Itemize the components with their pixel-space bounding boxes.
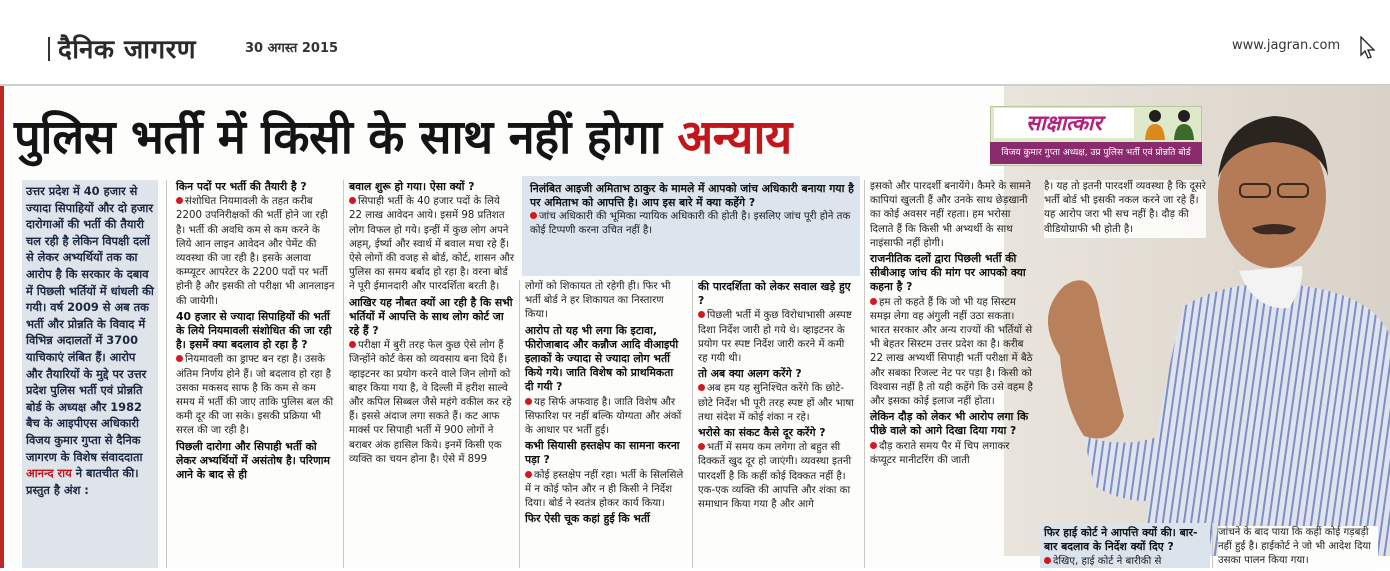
- question: फिर हाई कोर्ट ने आपत्ति क्यों की। बार-बार बदलाव के निर्देश क्यों दिए ?: [1044, 526, 1198, 554]
- question: 40 हजार से ज्यादा सिपाहियों की भर्ती के लिये नियमावली संशोधित की जा रही है। इसमें क्या बदलाव हो रहा है ?: [176, 309, 332, 352]
- column-2: [349, 180, 515, 468]
- publication-date: 30 अगस्त 2015: [245, 41, 339, 56]
- column-6-top: [1044, 180, 1206, 238]
- answer: [1044, 555, 1210, 569]
- column-separator: [864, 180, 865, 568]
- bullet-icon: [349, 341, 356, 348]
- highlight-box: [522, 176, 860, 276]
- question: बवाल शुरू हो गया। ऐसा क्यों ?: [349, 180, 475, 193]
- headline: [14, 103, 792, 167]
- bullet-icon: [176, 197, 183, 204]
- bullet-icon: [870, 442, 877, 449]
- answer: [698, 382, 856, 425]
- answer-text: पिछली भर्ती में कुछ विरोधाभासी अस्पष्ट दिशा निर्देश जारी हो गये थे। व्हाइटनर के प्रयोग पर स्पष्ट निर्देश जारी करने में कमी रह गयी थी।: [698, 310, 852, 365]
- masthead-divider: [48, 37, 50, 61]
- answer: [525, 469, 685, 512]
- question: आरोप तो यह भी लगा कि इटावा, फीरोजाबाद और कन्नौज आदि वीआइपी इलाकों के ज्यादा से ज्यादा लोग भर्ती किये गये। जाति विशेष को प्राथमिकता दी गयी ?: [525, 323, 679, 394]
- answer: [530, 210, 856, 238]
- column-4: [698, 280, 856, 513]
- answer: [870, 296, 1036, 410]
- masthead: [48, 30, 196, 66]
- top-bar: [0, 0, 1390, 88]
- answer: [698, 441, 856, 512]
- bullet-icon: [349, 197, 356, 204]
- answer-text: संशोधित नियमावली के तहत करीब 2200 उपनिरीक्षकों की भर्ती होने जा रही है। भर्ती की अवधि कम से कम करने के लिये आन लाइन आवेदन और पेमेंट की व्यवस्था की जा रही है। इसके अलावा कम्प्यूटर आपरेटर के 2200 पदों पर भर्ती होनी है और इसकी तो परीक्षा भी आनलाइन की जायेगी।: [176, 196, 335, 307]
- headline-accent: अन्याय: [677, 110, 792, 165]
- question: आखिर यह नौबत क्यों आ रही है कि सभी भर्तियों में आपत्ति के साथ लोग कोर्ट जा रहे हैं ?: [349, 295, 513, 338]
- intro-body: उत्तर प्रदेश में 40 हजार से ज्यादा सिपाहियों और दो हजार दारोगाओं की भर्ती की तैयारी चल रही है लेकिन विपक्षी दलों से लेकर अभ्यर्थियों तक का आरोप है कि सरकार के दबाव में पिछली भर्तियों में धांधली की गयी। वर्ष 2009 से अब तक भर्ती और प्रोन्नति के विवाद में विभिन्न अदालतों में 3700 याचिकाएं लंबित हैं। आरोप और तैयारियों के मुद्दे पर उत्तर प्रदेश पुलिस भर्ती एवं प्रोन्नति बोर्ड के अध्यक्ष और 1982 बैच के आइपीएस अधिकारी विजय कुमार गुप्ता से दैनिक जागरण के विशेष संवाददाता: [26, 184, 154, 464]
- answer-text: परीक्षा में बुरी तरह फेल कुछ ऐसे लोग हैं जिन्होंने कोर्ट केस को व्यवसाय बना दिये हैं। व्हाइटनर का प्रयोग करने वाले जिन लोगों को बाहर किया गया है, वे दिल्ली में हरीश साल्वे और कपिल सिब्बल जैसे महंगे वकील कर रहे हैं। इससे अंदाज लगा सकते हैं। कट आफ मार्क्स पर सिपाही भर्ती में 900 लोगों ने बराबर अंक हासिल किये। इनमें किसी एक व्यक्ति का चयन होना है। ऐसे में 899: [349, 340, 512, 465]
- answer-continued: है। यह तो इतनी पारदर्शी व्यवस्था है कि दूसरे भर्ती बोर्ड भी इसकी नकल करने जा रहे हैं। यह आरोप जरा भी सच नहीं है। दौड़ की वीडियोग्राफी भी होती है।: [1044, 181, 1206, 235]
- column-separator: [519, 280, 520, 568]
- answer-text: कोई हस्तक्षेप नहीं रहा। भर्ती के सिलसिले में न कोई फोन और न ही किसी ने निर्देश दिया। बोर्ड ने स्वतंत्र होकर कार्य किया।: [525, 469, 684, 510]
- answer: [349, 339, 515, 467]
- bullet-icon: [698, 443, 705, 450]
- answer-text: भर्ती में समय कम लगेगा तो बहुत सी दिक्कतें खुद दूर हो जाएंगी। व्यवस्था इतनी पारदर्शी है कि कहीं कोई दिक्कत नहीं है। एक-एक व्यक्ति की आपत्ति और शंका का समाधान किया गया है और आगे: [698, 442, 852, 511]
- answer-text: सिपाही भर्ती के 40 हजार पदों के लिये 22 लाख आवेदन आये। इसमें 98 प्रतिशत लोग विफल हो गये। इन्हीं में कुछ लोग अपने अहम्, ईर्ष्या और स्वार्थ में बवाल मचा रहे हैं। ऐसे लोगों की वजह से बोर्ड, कोर्ट, शासन और पुलिस का समय बर्बाद हो रहा है। वरना बोर्ड ने पूरी ईमानदारी और पारदर्शिता बरती है।: [349, 196, 515, 293]
- column-6-bottom: [1044, 526, 1210, 571]
- column-5: [870, 180, 1036, 469]
- column-separator: [166, 180, 167, 568]
- bullet-icon: [525, 471, 532, 478]
- answer-continued: लोगों को शिकायत तो रहेगी ही। फिर भी भर्ती बोर्ड ने हर शिकायत का निस्तारण किया।: [525, 281, 671, 321]
- answer: [176, 195, 336, 309]
- answer: [176, 353, 336, 438]
- bullet-icon: [870, 298, 877, 305]
- bullet-icon: [525, 398, 532, 405]
- bullet-icon: [698, 384, 705, 391]
- answer-text: यह सिर्फ अफवाह है। जाति विशेष और सिफारिश पर नहीं बल्कि योग्यता और अंकों के आधार पर भर्ती हुई।: [525, 396, 682, 437]
- answer-text: अब हम यह सुनिश्चित करेंगे कि छोटे-छोटे निर्देश भी पूरी तरह स्पष्ट हों और भाषा तथा संदेश में कोई शंका न रहे।: [698, 383, 854, 423]
- answer-text: नियमावली का ड्राफ्ट बन रहा है। उसके अंतिम निर्णय होने हैं। जो बदलाव हो रहा है उसका मकसद साफ है कि कम से कम समय में भर्ती की जाए ताकि पुलिस बल की कमी दूर की जा सके। इसकी प्रक्रिया भी सरल की जा रही है।: [176, 354, 334, 437]
- reporter-name: आनन्द राय: [26, 466, 72, 481]
- column-3: [525, 280, 685, 527]
- headline-main: पुलिस भर्ती में किसी के साथ नहीं होगा: [14, 110, 662, 165]
- answer-text: दौड़ कराते समय पैर में चिप लगाकर कंप्यूटर मानीटरिंग की जाती: [870, 440, 1010, 466]
- column-separator: [1212, 523, 1213, 568]
- highlight-content: [530, 182, 856, 238]
- intro-text: [22, 180, 158, 501]
- question: तो अब क्या अलग करेंगे ?: [698, 367, 802, 381]
- column-separator: [692, 280, 693, 568]
- answer-continued: इसको और पारदर्शी बनायेंगे। कैमरे के सामने कापियां खुलती हैं और उनके साथ छेड़खानी का कोई अवसर नहीं रहता। हम भरोसा दिलाते हैं कि किसी भी अभ्यर्थी के साथ नाइंसाफी नहीं होगी।: [870, 181, 1031, 249]
- answer-text: हम तो कहते हैं कि जो भी यह सिस्टम समझ लेगा वह अंगुली नहीं उठा सकता। भारत सरकार और अन्य राज्यों की भर्तियों से भी बेहतर सिस्टम उत्तर प्रदेश का है। करीब 22 लाख अभ्यर्थी सिपाही भर्ती परीक्षा में बैठे और सबका रिजल्ट नेट पर पड़ा है। किसी को विश्वास नहीं है तो यही कहेंगे कि उसे वहम है और इसका कोई इलाज नहीं होता।: [870, 296, 1033, 408]
- interviewee-caption: विजय कुमार गुप्ता अध्यक्ष, उप्र पुलिस भर्ती एवं प्रोन्नति बोर्ड: [990, 142, 1202, 164]
- question: लेकिन दौड़ को लेकर भी आरोप लगा कि पीछे वाले को आगे दिखा दिया गया ?: [870, 410, 1029, 438]
- question: राजनीतिक दलों द्वारा पिछली भर्ती की सीबीआइ जांच की मांग पर आपको क्या कहना है ?: [870, 252, 1026, 294]
- question: फिर ऐसी चूक कहां हुई कि भर्ती: [525, 512, 650, 526]
- mouse-cursor-icon: [1360, 36, 1376, 60]
- question: किन पदों पर भर्ती की तैयारी है ?: [176, 180, 307, 193]
- answer-continued: जांचने के बाद पाया कि कहीं कोई गड़बड़ी नहीं हुई है। हाईकोर्ट ने जो भी आदेश दिया उसका पालन किया गया।: [1218, 527, 1371, 567]
- bullet-icon: [698, 311, 705, 318]
- question: निलंबित आइजी अमिताभ ठाकुर के मामले में आपको जांच अधिकारी बनाया गया है पर अमिताभ को आपत्ति है। आप इस बारे में क्या कहेंगे ?: [530, 182, 854, 209]
- question: कभी सियासी हस्तक्षेप का सामना करना पड़ा ?: [525, 439, 680, 467]
- question: भरोसे का संकट कैसे दूर करेंगे ?: [698, 426, 826, 440]
- clipping-border: [0, 86, 4, 568]
- column-1: [176, 180, 336, 483]
- bullet-icon: [1044, 557, 1051, 564]
- answer: [698, 309, 856, 366]
- masthead-title: दैनिक जागरण: [58, 35, 197, 65]
- column-7: [1218, 526, 1378, 570]
- website-link[interactable]: www.jagran.com: [1232, 38, 1341, 53]
- interview-people-icon: [1140, 104, 1200, 144]
- answer: [870, 440, 1036, 468]
- column-separator: [343, 180, 344, 568]
- answer: [349, 195, 515, 294]
- bullet-icon: [530, 212, 537, 219]
- question: पिछली दारोगा और सिपाही भर्ती को लेकर अभ्यर्थियों में असंतोष है। परिणाम आने के बाद से ही: [176, 439, 331, 482]
- answer: [525, 396, 685, 439]
- interview-label-title: साक्षात्कार: [994, 108, 1134, 138]
- intro-box: [22, 180, 158, 568]
- question: की पारदर्शिता को लेकर सवाल खड़े हुए ?: [698, 280, 851, 308]
- answer-text: जांच अधिकारी की भूमिका न्यायिक अधिकारी की होती है। इसलिए जांच पूरी होने तक कोई टिप्पणी करना उचित नहीं है।: [530, 211, 851, 236]
- bullet-icon: [176, 355, 183, 362]
- intro-tail: ने बातचीत की। प्रस्तुत है अंश :: [26, 466, 139, 497]
- answer-text: देखिए, हाई कोर्ट ने बारीकी से: [1053, 556, 1162, 568]
